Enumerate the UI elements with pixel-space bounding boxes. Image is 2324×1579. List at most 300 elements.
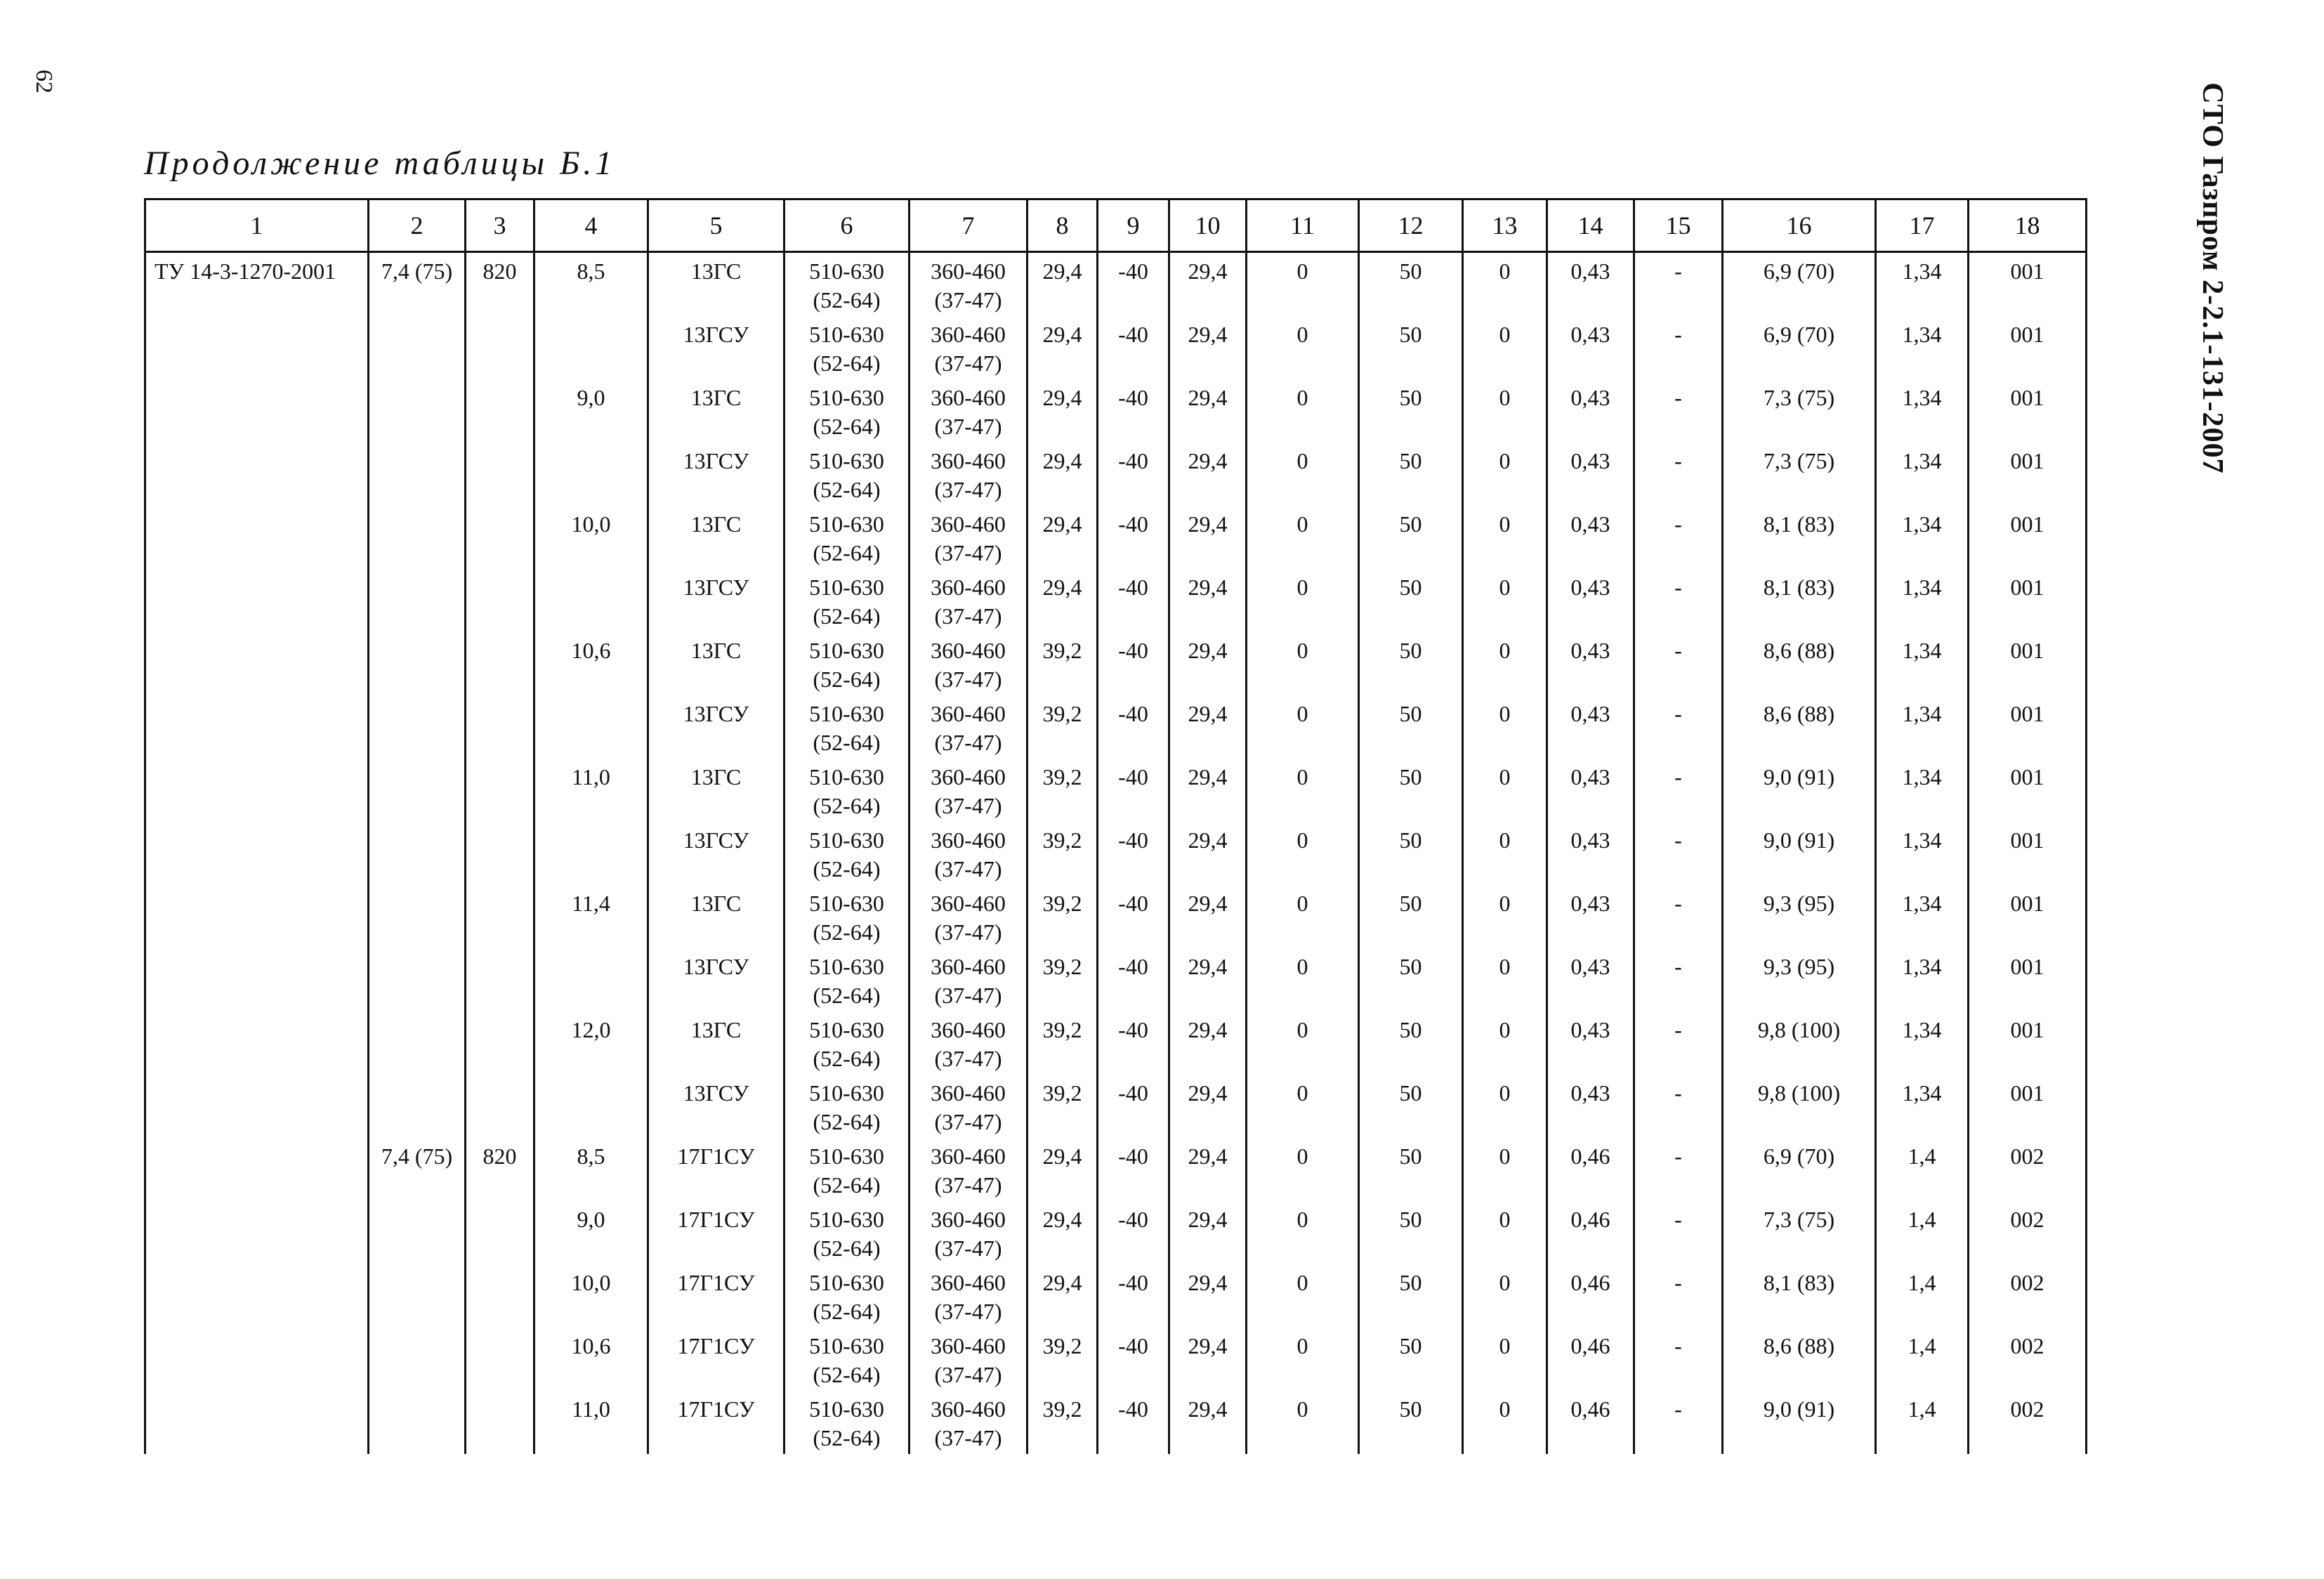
col-header-9: 9 xyxy=(1098,199,1169,252)
table-cell-col-1 xyxy=(145,1201,369,1264)
table-cell-col-1 xyxy=(145,695,369,759)
table-cell-col-11: 0 xyxy=(1247,632,1359,695)
table-cell-col-9: -40 xyxy=(1098,885,1169,948)
table-cell-col-9: -40 xyxy=(1098,252,1169,317)
table-cell-col-13: 0 xyxy=(1463,1201,1547,1264)
table-cell-col-15: - xyxy=(1634,1264,1723,1328)
table-cell-col-5: 13ГС xyxy=(648,885,784,948)
table-cell-col-13: 0 xyxy=(1463,316,1547,379)
table-cell-col-2 xyxy=(369,569,466,632)
value-kgf: (37-47) xyxy=(934,793,1002,818)
value-mpa: 510-630 xyxy=(809,1270,884,1295)
table-cell-col-6 xyxy=(784,316,910,379)
table-cell-col-1 xyxy=(145,948,369,1011)
table-cell-col-17: 1,4 xyxy=(1876,1264,1969,1328)
table-cell-col-13: 0 xyxy=(1463,1391,1547,1454)
table-cell-col-9: -40 xyxy=(1098,1328,1169,1391)
value-mpa: 360-460 xyxy=(931,448,1006,473)
table-cell-col-8: 29,4 xyxy=(1028,252,1098,317)
table-cell-col-14: 0,43 xyxy=(1547,695,1634,759)
col-header-16: 16 xyxy=(1723,199,1876,252)
table-cell-col-3 xyxy=(466,379,534,443)
table-cell-col-5: 13ГС xyxy=(648,632,784,695)
table-cell-col-9: -40 xyxy=(1098,695,1169,759)
table-cell-col-17: 1,34 xyxy=(1876,443,1969,506)
table-cell-col-13: 0 xyxy=(1463,822,1547,885)
table-cell-col-7 xyxy=(910,822,1028,885)
table-row xyxy=(145,379,2087,443)
value-mpa: 360-460 xyxy=(931,258,1006,284)
table-cell-col-16: 6,9 (70) xyxy=(1723,252,1876,317)
table-cell-col-12: 50 xyxy=(1359,1328,1463,1391)
table-cell-col-6 xyxy=(784,632,910,695)
table-cell-col-6 xyxy=(784,822,910,885)
table-cell-col-13: 0 xyxy=(1463,252,1547,317)
table-cell-col-11: 0 xyxy=(1247,1138,1359,1201)
table-row xyxy=(145,822,2087,885)
table-cell-col-6 xyxy=(784,759,910,822)
table-cell-col-5: 17Г1СУ xyxy=(648,1264,784,1328)
table-cell-col-6 xyxy=(784,695,910,759)
col-header-17: 17 xyxy=(1876,199,1969,252)
value-mpa: 360-460 xyxy=(931,764,1006,789)
table-cell-col-7 xyxy=(910,1328,1028,1391)
value-kgf: (37-47) xyxy=(934,856,1002,882)
value-mpa: 510-630 xyxy=(809,575,884,600)
value-mpa: 510-630 xyxy=(809,827,884,853)
table-cell-col-12: 50 xyxy=(1359,822,1463,885)
value-kgf: (52-64) xyxy=(813,477,881,502)
table-cell-col-3 xyxy=(466,822,534,885)
table-cell-col-5: 13ГС xyxy=(648,506,784,569)
table-cell-col-5: 13ГСУ xyxy=(648,443,784,506)
table-cell-col-2 xyxy=(369,822,466,885)
value-kgf: (52-64) xyxy=(813,667,881,692)
table-cell-col-17: 1,34 xyxy=(1876,695,1969,759)
table-cell-col-18: 002 xyxy=(1969,1391,2087,1454)
table-row xyxy=(145,316,2087,379)
table-cell-col-5: 13ГСУ xyxy=(648,1075,784,1138)
table-cell-col-8: 29,4 xyxy=(1028,1201,1098,1264)
table-cell-col-16: 9,3 (95) xyxy=(1723,885,1876,948)
table-cell-col-13: 0 xyxy=(1463,569,1547,632)
table-cell-col-18: 002 xyxy=(1969,1264,2087,1328)
value-mpa: 360-460 xyxy=(931,827,1006,853)
table-cell-col-5: 13ГСУ xyxy=(648,822,784,885)
table-cell-col-3: 820 xyxy=(466,1138,534,1201)
table-cell-col-16: 7,3 (75) xyxy=(1723,379,1876,443)
table-cell-col-3 xyxy=(466,1011,534,1075)
table-cell-col-7 xyxy=(910,252,1028,317)
table-cell-col-9: -40 xyxy=(1098,1391,1169,1454)
table-cell-col-14: 0,43 xyxy=(1547,316,1634,379)
table-cell-col-11: 0 xyxy=(1247,885,1359,948)
table-cell-col-13: 0 xyxy=(1463,948,1547,1011)
value-mpa: 360-460 xyxy=(931,1017,1006,1042)
table-cell-col-18: 001 xyxy=(1969,316,2087,379)
table-cell-col-3 xyxy=(466,1264,534,1328)
table-cell-col-4 xyxy=(534,569,648,632)
value-kgf: (37-47) xyxy=(934,1172,1002,1198)
table-cell-col-12: 50 xyxy=(1359,695,1463,759)
table-cell-col-8: 39,2 xyxy=(1028,1075,1098,1138)
table-cell-col-4: 11,4 xyxy=(534,885,648,948)
value-kgf: (52-64) xyxy=(813,1172,881,1198)
table-cell-col-8: 29,4 xyxy=(1028,379,1098,443)
table-cell-col-1 xyxy=(145,1075,369,1138)
table-cell-col-18: 001 xyxy=(1969,822,2087,885)
table-cell-col-18: 001 xyxy=(1969,632,2087,695)
table-cell-col-4: 10,0 xyxy=(534,1264,648,1328)
table-row xyxy=(145,1391,2087,1454)
table-cell-col-5: 17Г1СУ xyxy=(648,1328,784,1391)
table-cell-col-13: 0 xyxy=(1463,1011,1547,1075)
table-cell-col-14: 0,43 xyxy=(1547,569,1634,632)
table-cell-col-15: - xyxy=(1634,316,1723,379)
table-cell-col-3 xyxy=(466,759,534,822)
table-cell-col-16: 8,1 (83) xyxy=(1723,506,1876,569)
table-cell-col-6 xyxy=(784,569,910,632)
value-kgf: (52-64) xyxy=(813,1425,881,1450)
value-kgf: (52-64) xyxy=(813,1299,881,1324)
table-cell-col-3: 820 xyxy=(466,252,534,317)
table-cell-col-16: 8,1 (83) xyxy=(1723,569,1876,632)
table-cell-col-7 xyxy=(910,1391,1028,1454)
table-cell-col-17: 1,34 xyxy=(1876,569,1969,632)
table-cell-col-16: 8,6 (88) xyxy=(1723,632,1876,695)
value-kgf: (37-47) xyxy=(934,919,1002,945)
table-cell-col-17: 1,4 xyxy=(1876,1201,1969,1264)
table-cell-col-5: 13ГСУ xyxy=(648,569,784,632)
value-kgf: (37-47) xyxy=(934,667,1002,692)
table-cell-col-1 xyxy=(145,759,369,822)
table-cell-col-16: 8,1 (83) xyxy=(1723,1264,1876,1328)
table-cell-col-1 xyxy=(145,885,369,948)
value-mpa: 510-630 xyxy=(809,1207,884,1232)
col-header-14: 14 xyxy=(1547,199,1634,252)
table-cell-col-17: 1,4 xyxy=(1876,1328,1969,1391)
table-cell-col-4: 10,0 xyxy=(534,506,648,569)
table-cell-col-10: 29,4 xyxy=(1169,695,1247,759)
table-cell-col-16: 9,3 (95) xyxy=(1723,948,1876,1011)
value-kgf: (52-64) xyxy=(813,1109,881,1134)
value-mpa: 360-460 xyxy=(931,511,1006,537)
table-cell-col-4: 10,6 xyxy=(534,1328,648,1391)
col-header-12: 12 xyxy=(1359,199,1463,252)
col-header-15: 15 xyxy=(1634,199,1723,252)
table-cell-col-14: 0,43 xyxy=(1547,632,1634,695)
table-cell-col-12: 50 xyxy=(1359,632,1463,695)
table-cell-col-1 xyxy=(145,1011,369,1075)
table-cell-col-2 xyxy=(369,759,466,822)
data-table xyxy=(144,198,2087,1454)
table-cell-col-5: 13ГС xyxy=(648,252,784,317)
table-caption: Продолжение таблицы Б.1 xyxy=(144,145,616,182)
table-cell-col-3 xyxy=(466,1201,534,1264)
table-cell-col-1 xyxy=(145,1328,369,1391)
table-cell-col-9: -40 xyxy=(1098,1138,1169,1201)
table-cell-col-10: 29,4 xyxy=(1169,1264,1247,1328)
table-cell-col-5: 13ГС xyxy=(648,1011,784,1075)
table-cell-col-11: 0 xyxy=(1247,1264,1359,1328)
table-cell-col-16: 7,3 (75) xyxy=(1723,1201,1876,1264)
col-header-13: 13 xyxy=(1463,199,1547,252)
value-kgf: (37-47) xyxy=(934,287,1002,313)
table-cell-col-4: 9,0 xyxy=(534,1201,648,1264)
table-cell-col-12: 50 xyxy=(1359,885,1463,948)
table-cell-col-14: 0,43 xyxy=(1547,885,1634,948)
table-cell-col-13: 0 xyxy=(1463,1264,1547,1328)
table-cell-col-13: 0 xyxy=(1463,506,1547,569)
table-cell-col-10: 29,4 xyxy=(1169,379,1247,443)
table-cell-col-14: 0,43 xyxy=(1547,379,1634,443)
table-cell-col-6 xyxy=(784,1011,910,1075)
table-cell-col-16: 9,0 (91) xyxy=(1723,822,1876,885)
value-mpa: 510-630 xyxy=(809,1144,884,1169)
table-cell-col-14: 0,43 xyxy=(1547,252,1634,317)
table-cell-col-18: 001 xyxy=(1969,948,2087,1011)
table-cell-col-1 xyxy=(145,316,369,379)
table-cell-col-14: 0,43 xyxy=(1547,948,1634,1011)
table-cell-col-13: 0 xyxy=(1463,1075,1547,1138)
table-cell-col-12: 50 xyxy=(1359,1011,1463,1075)
table-row xyxy=(145,1138,2087,1201)
table-cell-col-8: 39,2 xyxy=(1028,759,1098,822)
table-cell-col-9: -40 xyxy=(1098,1075,1169,1138)
table-cell-col-17: 1,34 xyxy=(1876,1075,1969,1138)
value-mpa: 510-630 xyxy=(809,954,884,979)
table-cell-col-8: 29,4 xyxy=(1028,1264,1098,1328)
table-cell-col-6 xyxy=(784,1391,910,1454)
table-cell-col-15: - xyxy=(1634,252,1723,317)
table-cell-col-11: 0 xyxy=(1247,759,1359,822)
table-cell-col-12: 50 xyxy=(1359,1264,1463,1328)
value-mpa: 360-460 xyxy=(931,1144,1006,1169)
table-cell-col-10: 29,4 xyxy=(1169,1328,1247,1391)
table-cell-col-4 xyxy=(534,443,648,506)
value-kgf: (37-47) xyxy=(934,1299,1002,1324)
table-cell-col-13: 0 xyxy=(1463,379,1547,443)
table-cell-col-6 xyxy=(784,379,910,443)
table-cell-col-3 xyxy=(466,506,534,569)
value-mpa: 360-460 xyxy=(931,1333,1006,1358)
table-cell-col-12: 50 xyxy=(1359,252,1463,317)
document-code xyxy=(2184,67,2240,489)
table-cell-col-17: 1,34 xyxy=(1876,759,1969,822)
table-cell-col-3 xyxy=(466,569,534,632)
table-cell-col-5: 17Г1СУ xyxy=(648,1201,784,1264)
table-cell-col-4 xyxy=(534,1075,648,1138)
table-cell-col-2: 7,4 (75) xyxy=(369,1138,466,1201)
table-cell-col-10: 29,4 xyxy=(1169,1201,1247,1264)
table-cell-col-9: -40 xyxy=(1098,379,1169,443)
table-cell-col-7 xyxy=(910,1138,1028,1201)
table-row xyxy=(145,506,2087,569)
table-cell-col-5: 13ГС xyxy=(648,379,784,443)
table-cell-col-7 xyxy=(910,948,1028,1011)
table-row xyxy=(145,759,2087,822)
table-cell-col-11: 0 xyxy=(1247,1328,1359,1391)
table-cell-col-2 xyxy=(369,316,466,379)
value-mpa: 510-630 xyxy=(809,258,884,284)
table-cell-col-5: 17Г1СУ xyxy=(648,1391,784,1454)
table-cell-col-11: 0 xyxy=(1247,1011,1359,1075)
table-cell-col-4: 9,0 xyxy=(534,379,648,443)
table-cell-col-6 xyxy=(784,885,910,948)
table-cell-col-12: 50 xyxy=(1359,1138,1463,1201)
table-cell-col-15: - xyxy=(1634,1328,1723,1391)
table-cell-col-9: -40 xyxy=(1098,1264,1169,1328)
table-cell-col-3 xyxy=(466,632,534,695)
table-cell-col-17: 1,34 xyxy=(1876,632,1969,695)
value-kgf: (37-47) xyxy=(934,730,1002,755)
table-cell-col-2 xyxy=(369,506,466,569)
table-cell-col-13: 0 xyxy=(1463,759,1547,822)
col-header-10: 10 xyxy=(1169,199,1247,252)
value-kgf: (52-64) xyxy=(813,1236,881,1261)
table-cell-col-18: 001 xyxy=(1969,443,2087,506)
table-cell-col-1: ТУ 14-3-1270-2001 xyxy=(145,252,369,317)
table-cell-col-16: 6,9 (70) xyxy=(1723,1138,1876,1201)
col-header-3: 3 xyxy=(466,199,534,252)
table-cell-col-17: 1,4 xyxy=(1876,1391,1969,1454)
table-cell-col-6 xyxy=(784,1075,910,1138)
table-cell-col-1 xyxy=(145,569,369,632)
table-cell-col-2 xyxy=(369,885,466,948)
table-cell-col-2 xyxy=(369,1011,466,1075)
table-cell-col-1 xyxy=(145,822,369,885)
table-cell-col-9: -40 xyxy=(1098,443,1169,506)
table-cell-col-17: 1,34 xyxy=(1876,885,1969,948)
table-cell-col-6 xyxy=(784,1264,910,1328)
table-cell-col-2 xyxy=(369,1264,466,1328)
table-cell-col-14: 0,43 xyxy=(1547,1075,1634,1138)
value-kgf: (37-47) xyxy=(934,1425,1002,1450)
table-cell-col-12: 50 xyxy=(1359,379,1463,443)
table-cell-col-2 xyxy=(369,695,466,759)
table-cell-col-12: 50 xyxy=(1359,759,1463,822)
table-cell-col-5: 13ГСУ xyxy=(648,948,784,1011)
table-cell-col-3 xyxy=(466,1328,534,1391)
table-cell-col-7 xyxy=(910,1011,1028,1075)
table-cell-col-3 xyxy=(466,316,534,379)
value-kgf: (37-47) xyxy=(934,477,1002,502)
table-cell-col-12: 50 xyxy=(1359,506,1463,569)
table-cell-col-15: - xyxy=(1634,1138,1723,1201)
value-mpa: 510-630 xyxy=(809,638,884,663)
table-cell-col-2 xyxy=(369,632,466,695)
value-kgf: (52-64) xyxy=(813,540,881,565)
table-cell-col-8: 39,2 xyxy=(1028,1391,1098,1454)
table-cell-col-11: 0 xyxy=(1247,1201,1359,1264)
table-cell-col-14: 0,46 xyxy=(1547,1391,1634,1454)
value-mpa: 360-460 xyxy=(931,891,1006,916)
table-cell-col-10: 29,4 xyxy=(1169,885,1247,948)
table-cell-col-17: 1,34 xyxy=(1876,252,1969,317)
table-cell-col-15: - xyxy=(1634,1011,1723,1075)
value-kgf: (52-64) xyxy=(813,414,881,439)
value-kgf: (52-64) xyxy=(813,350,881,376)
table-cell-col-15: - xyxy=(1634,1201,1723,1264)
table-cell-col-1 xyxy=(145,1264,369,1328)
table-cell-col-16: 6,9 (70) xyxy=(1723,316,1876,379)
table-cell-col-6 xyxy=(784,252,910,317)
table-cell-col-8: 39,2 xyxy=(1028,695,1098,759)
table-cell-col-9: -40 xyxy=(1098,632,1169,695)
table-cell-col-4 xyxy=(534,948,648,1011)
document-code-text: СТО Газпром 2-2.1-131-2007 xyxy=(2196,82,2228,474)
table-cell-col-1 xyxy=(145,443,369,506)
table-cell-col-9: -40 xyxy=(1098,569,1169,632)
value-mpa: 510-630 xyxy=(809,322,884,347)
table-cell-col-10: 29,4 xyxy=(1169,443,1247,506)
table-cell-col-11: 0 xyxy=(1247,695,1359,759)
table-cell-col-8: 29,4 xyxy=(1028,1138,1098,1201)
table-cell-col-3 xyxy=(466,443,534,506)
table-cell-col-13: 0 xyxy=(1463,632,1547,695)
table-cell-col-15: - xyxy=(1634,379,1723,443)
table-row xyxy=(145,1264,2087,1328)
table-cell-col-8: 39,2 xyxy=(1028,1011,1098,1075)
table-cell-col-6 xyxy=(784,948,910,1011)
table-row xyxy=(145,1328,2087,1391)
table-cell-col-9: -40 xyxy=(1098,506,1169,569)
table-cell-col-8: 29,4 xyxy=(1028,569,1098,632)
table-cell-col-1 xyxy=(145,506,369,569)
value-kgf: (37-47) xyxy=(934,350,1002,376)
table-cell-col-4: 8,5 xyxy=(534,1138,648,1201)
table-cell-col-5: 13ГС xyxy=(648,759,784,822)
col-header-5: 5 xyxy=(648,199,784,252)
table-cell-col-10: 29,4 xyxy=(1169,316,1247,379)
table-row xyxy=(145,1075,2087,1138)
value-mpa: 510-630 xyxy=(809,1396,884,1422)
table-row xyxy=(145,443,2087,506)
table-cell-col-10: 29,4 xyxy=(1169,252,1247,317)
table-cell-col-6 xyxy=(784,506,910,569)
table-cell-col-17: 1,34 xyxy=(1876,1011,1969,1075)
value-mpa: 360-460 xyxy=(931,1396,1006,1422)
table-cell-col-10: 29,4 xyxy=(1169,1075,1247,1138)
table-row xyxy=(145,885,2087,948)
table-row xyxy=(145,1201,2087,1264)
table-cell-col-6 xyxy=(784,1328,910,1391)
table-cell-col-11: 0 xyxy=(1247,443,1359,506)
table-cell-col-15: - xyxy=(1634,569,1723,632)
table-cell-col-1 xyxy=(145,379,369,443)
table-cell-col-5: 13ГСУ xyxy=(648,695,784,759)
table-cell-col-12: 50 xyxy=(1359,443,1463,506)
table-cell-col-2 xyxy=(369,1075,466,1138)
table-cell-col-4: 11,0 xyxy=(534,759,648,822)
col-header-18: 18 xyxy=(1969,199,2087,252)
table-cell-col-3 xyxy=(466,1075,534,1138)
table-cell-col-18: 002 xyxy=(1969,1328,2087,1391)
table-cell-col-16: 8,6 (88) xyxy=(1723,1328,1876,1391)
table-cell-col-17: 1,34 xyxy=(1876,316,1969,379)
table-cell-col-11: 0 xyxy=(1247,1075,1359,1138)
table-cell-col-10: 29,4 xyxy=(1169,1391,1247,1454)
value-kgf: (52-64) xyxy=(813,919,881,945)
table-cell-col-4 xyxy=(534,822,648,885)
value-mpa: 360-460 xyxy=(931,954,1006,979)
table-cell-col-8: 39,2 xyxy=(1028,1328,1098,1391)
table-cell-col-4: 12,0 xyxy=(534,1011,648,1075)
table-cell-col-18: 001 xyxy=(1969,569,2087,632)
table-cell-col-16: 9,8 (100) xyxy=(1723,1075,1876,1138)
table-row xyxy=(145,1011,2087,1075)
table-cell-col-8: 29,4 xyxy=(1028,506,1098,569)
